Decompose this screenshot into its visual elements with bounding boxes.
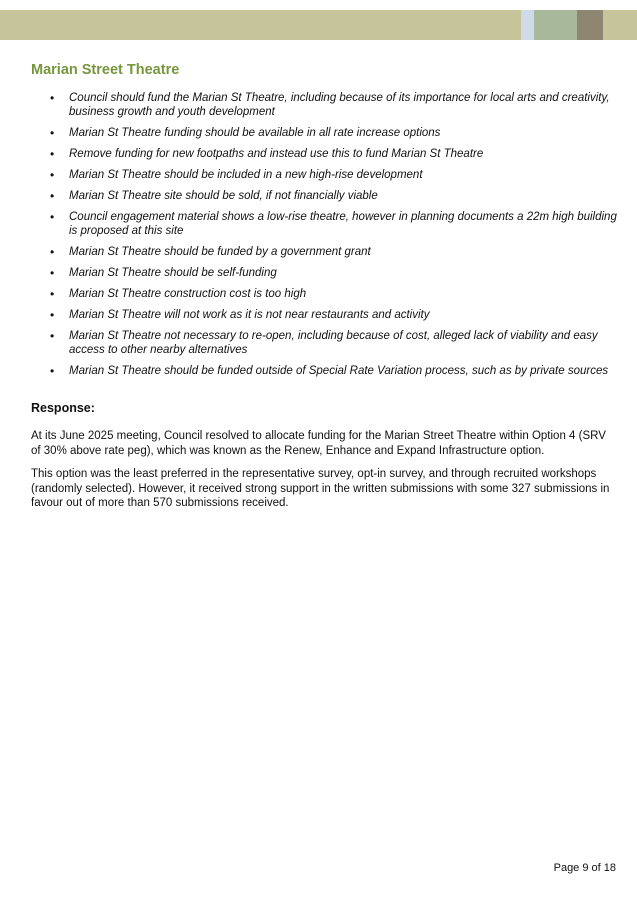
- bullet-item: [31, 189, 621, 203]
- bullet-item: [31, 168, 621, 182]
- bullet-text: Marian St Theatre will not work as it is not near restaurants and activity: [69, 309, 430, 321]
- header-band-green-block: [534, 10, 577, 40]
- bullet-glyph: •: [50, 308, 55, 322]
- bullet-glyph: •: [50, 287, 55, 301]
- bullet-text: Marian St Theatre construction cost is too high: [69, 288, 307, 300]
- bullet-glyph: •: [50, 329, 55, 343]
- bullet-text: Remove funding for new footpaths and instead use this to fund Marian St Theatre: [69, 148, 484, 160]
- bullet-text: Council engagement material shows a low-rise theatre, however in planning documents a 22m high building is proposed at this site: [69, 211, 617, 237]
- header-band-dark-block: [577, 10, 603, 40]
- bullet-glyph: •: [50, 364, 55, 378]
- bullet-text: Council should fund the Marian St Theatre, including because of its importance for local arts and creativity, business growth and youth development: [69, 92, 610, 118]
- bullet-item: [31, 329, 621, 357]
- bullet-text: Marian St Theatre funding should be available in all rate increase options: [69, 127, 441, 139]
- bullet-glyph: •: [50, 210, 55, 224]
- bullet-glyph: •: [50, 189, 55, 203]
- header-band-main: [0, 10, 521, 40]
- bullet-item: [31, 245, 621, 259]
- bullet-text: Marian St Theatre not necessary to re-open, including because of cost, alleged lack of viability and easy access to other nearby alternatives: [69, 330, 598, 356]
- bullet-glyph: •: [50, 126, 55, 140]
- bullet-list: [31, 91, 621, 385]
- header-band: [0, 10, 637, 40]
- bullet-text: Marian St Theatre site should be sold, if not financially viable: [69, 190, 378, 202]
- header-band-blue-block: [521, 10, 534, 40]
- page-number: Page 9 of 18: [553, 862, 616, 874]
- bullet-item: [31, 287, 621, 301]
- bullet-text: Marian St Theatre should be included in a new high-rise development: [69, 169, 423, 181]
- bullet-text: Marian St Theatre should be self-funding: [69, 267, 277, 279]
- response-paragraph-2: This option was the least preferred in the representative survey, opt-in survey, and through recruited workshops (randomly selected). However, it received strong support in the written submissions with some 327 submissions in favour out of more than 570 submissions received.: [31, 468, 610, 509]
- bullet-item: [31, 364, 621, 378]
- bullet-text: Marian St Theatre should be funded by a government grant: [69, 246, 371, 258]
- section-heading: Marian Street Theatre: [31, 62, 180, 78]
- bullet-item: [31, 126, 621, 140]
- response-heading: Response:: [31, 401, 95, 415]
- bullet-item: [31, 308, 621, 322]
- bullet-item: [31, 210, 621, 238]
- bullet-item: [31, 266, 621, 280]
- response-paragraph-1: At its June 2025 meeting, Council resolved to allocate funding for the Marian Street Theatre within Option 4 (SRV of 30% above rate peg), which was known as the Renew, Enhance and Expand Infrastructure option.: [31, 430, 606, 457]
- header-band-end: [603, 10, 637, 40]
- bullet-glyph: •: [50, 168, 55, 182]
- bullet-item: [31, 147, 621, 161]
- bullet-text: Marian St Theatre should be funded outside of Special Rate Variation process, such as by private sources: [69, 365, 609, 377]
- bullet-item: [31, 91, 621, 119]
- bullet-glyph: •: [50, 91, 55, 105]
- bullet-glyph: •: [50, 147, 55, 161]
- bullet-glyph: •: [50, 245, 55, 259]
- bullet-glyph: •: [50, 266, 55, 280]
